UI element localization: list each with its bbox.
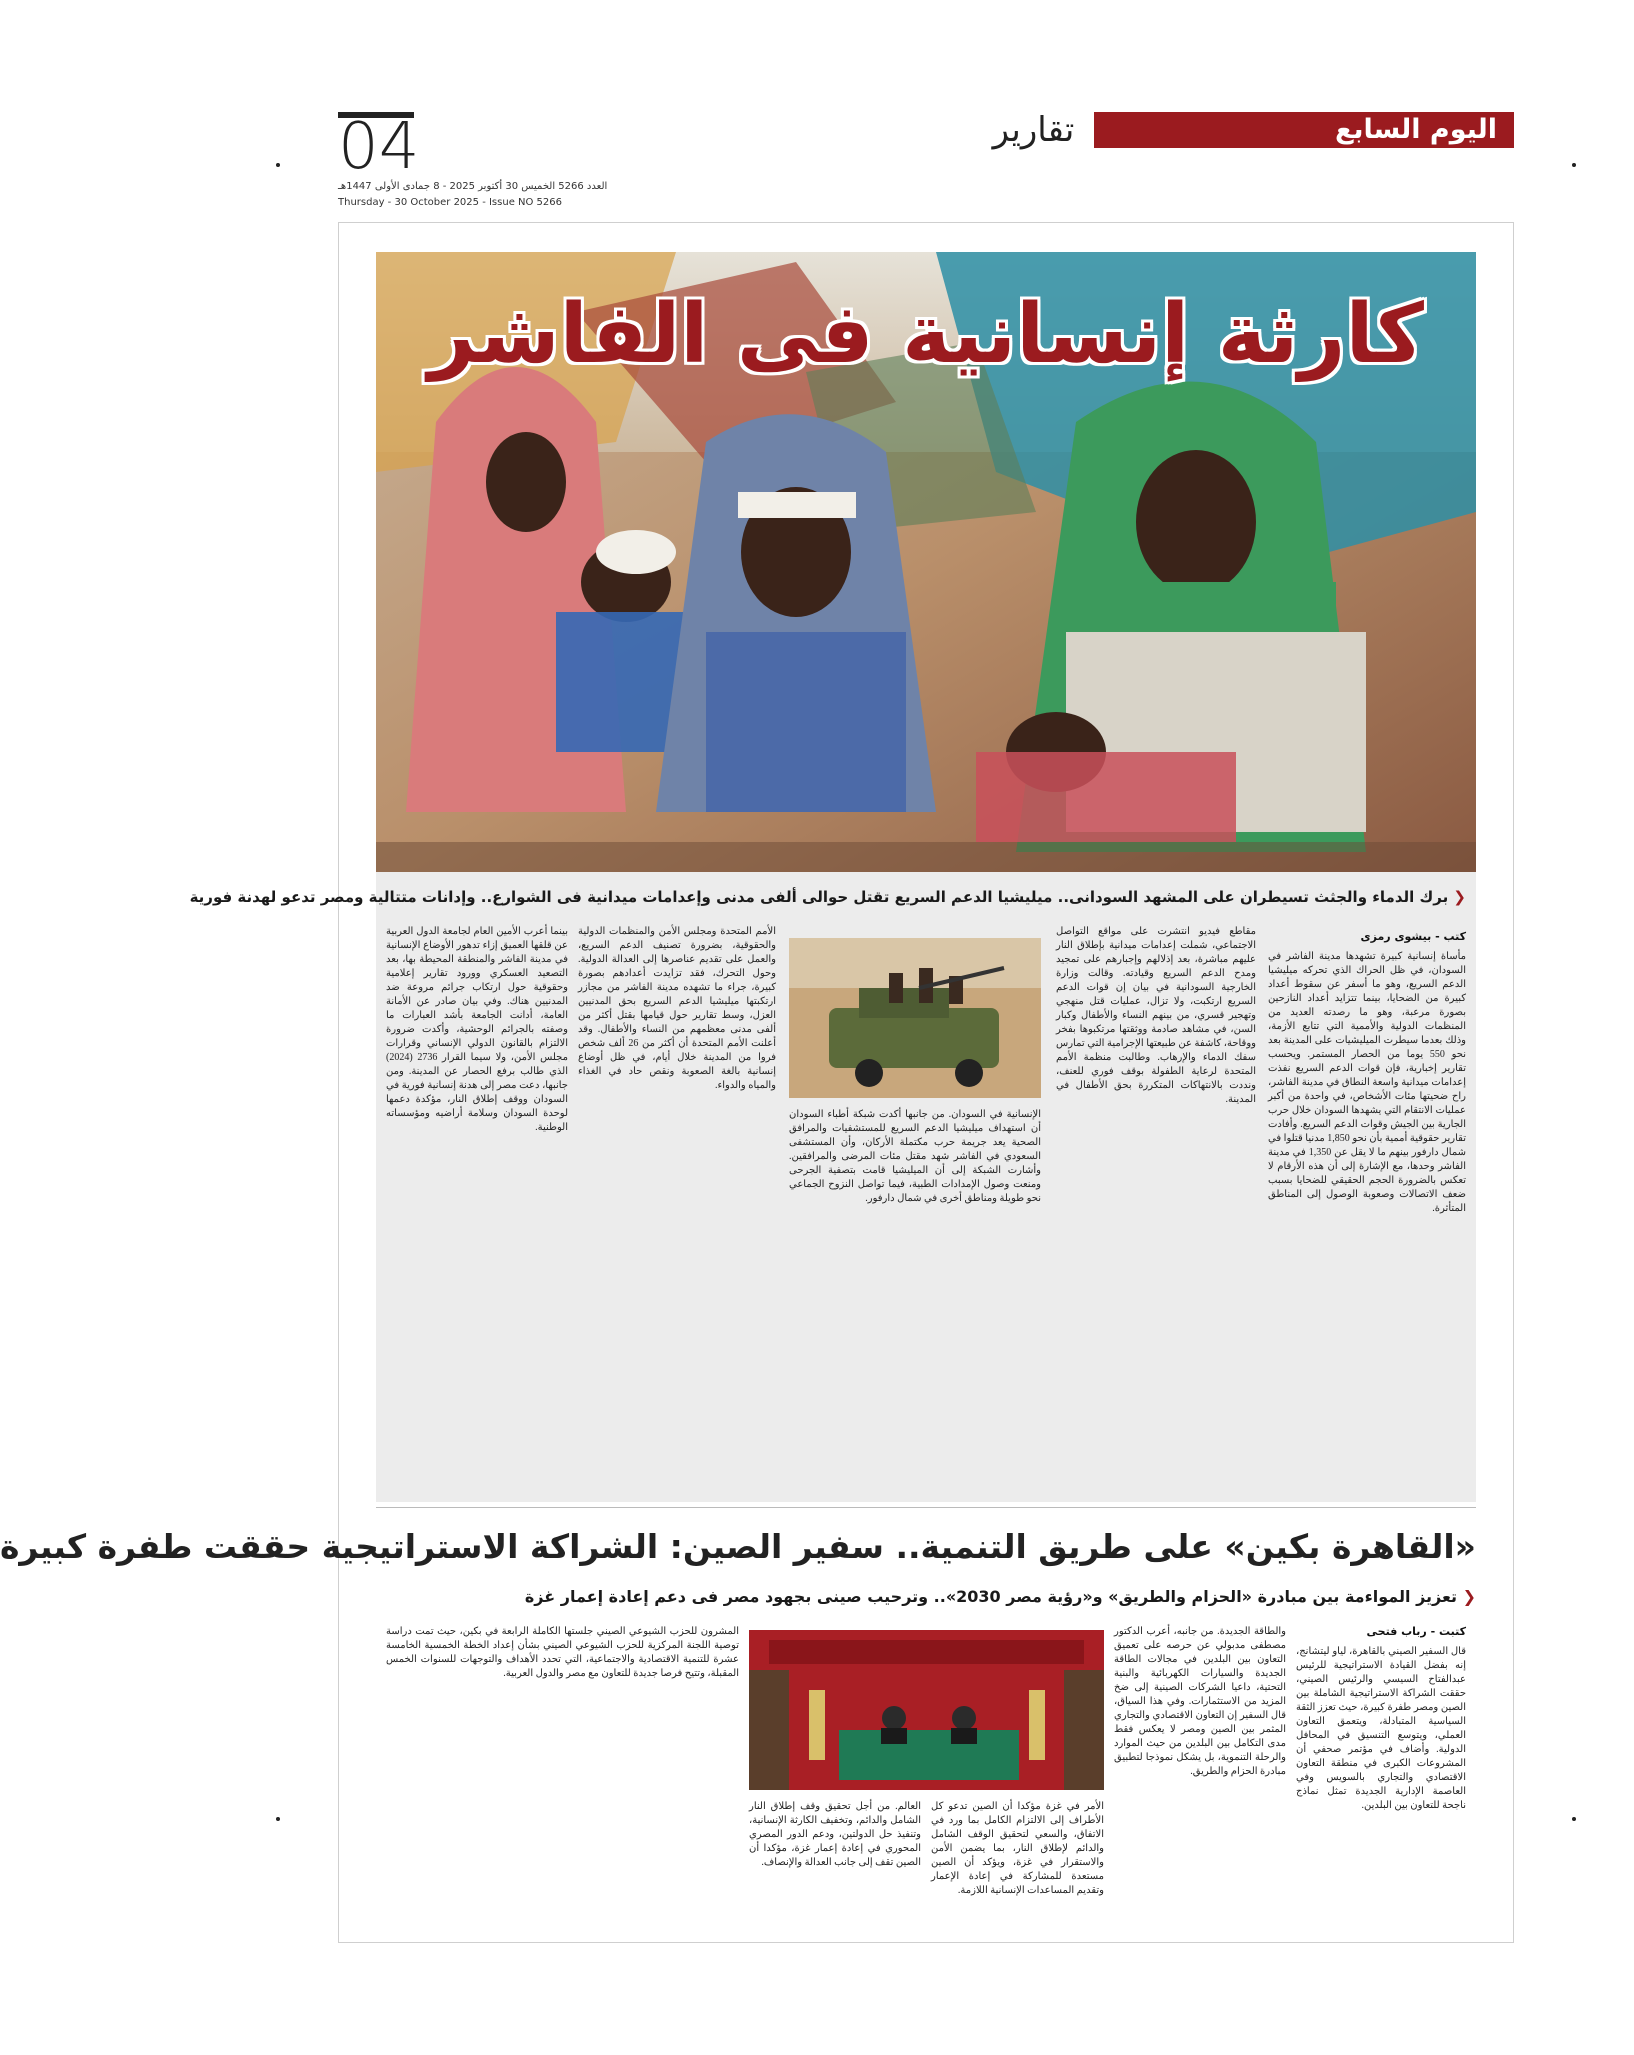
registration-mark <box>276 1817 280 1821</box>
story1-column-3: الإنسانية في السودان. من جانبها أكدت شبكة أطباء السودان أن استهداف ميليشيا الدعم السريع للمستشفيات والمرافق الصحية يعد جريمة حرب مكتملة الأركان، وأن المستشفى السعودي في الفاشر شهد مقتل مئات المرضى والمرافقين. وأشارت الشبكة إلى أن الميليشيا قامت بتصفية الجرحى ومنعت وصول الإمدادات الطبية، فيما تواصل النزوح الجماعي نحو طويلة ومناطق أخرى في شمال دارفور. <box>789 1109 1041 1204</box>
registration-mark <box>276 163 280 167</box>
chevron-left-icon: ❮ <box>1448 888 1466 906</box>
story1-headline: كارثة إنسانية فى الفاشر <box>428 287 1424 382</box>
issue-info-english: Thursday - 30 October 2025 - Issue NO 5266 <box>338 197 562 208</box>
page-number: 04 <box>338 110 420 184</box>
story2-column-3: العالم. من أجل تحقيق وقف إطلاق النار الشامل والدائم، وتخفيف الكارثة الإنسانية، وتنفيذ حل الدولتين، ودعم الدور المصري المحوري في إعادة إعمار غزة، مؤكدا أن الصين تقف إلى جانب العدالة والإنصاف. <box>749 1801 921 1868</box>
story2-photo <box>749 1630 1104 1790</box>
story1-column-5: بينما أعرب الأمين العام لجامعة الدول العربية عن قلقها العميق إزاء تدهور الأوضاع الإنسانية في مدينة الفاشر والمنطقة المحيطة بها، بعد التصعيد العسكري وورود تقارير إعلامية وحقوقية حول ارتكاب جرائم مروعة ضد المدنيين هناك. وفي بيان صادر عن الأمانة العامة، أدانت الجامعة بأشد العبارات ما وصفته بالجرائم الوحشية، وأكدت ضرورة الالتزام بالقانون الدولي الإنساني وقرارات مجلس الأمن، ولا سيما القرار 2736 (2024) الذي طالب برفع الحصار عن المدينة. ومن جانبها، دعت مصر إلى هدنة إنسانية فورية في السودان ووقف إطلاق النار، مؤكدة دعمها لوحدة السودان وسلامة أراضيه ومؤسساته الوطنية. <box>386 926 568 1133</box>
registration-mark <box>1572 1817 1576 1821</box>
story2-column-5: المشرون للحزب الشيوعي الصيني جلستها الكاملة الرابعة في بكين، حيث تمت دراسة توصية اللجنة المركزية للحزب الشيوعي الصيني بشأن إعداد الخطة الخمسية الخامسة عشرة للتنمية الاقتصادية والاجتماعية، التي تحدد الأهداف والتوجهات للسنوات الخمس المقبلة، وتتيح فرصا جديدة للتعاون مع مصر والدول العربية. <box>386 1626 739 1679</box>
story2-headline: «القاهرة بكين» على طريق التنمية.. سفير الصين: الشراكة الاستراتيجية حققت طفرة كبيرة <box>0 1527 1476 1566</box>
story2-byline-text: كتبت - رباب فتحى <box>1366 1625 1466 1638</box>
story1-subheadline <box>189 880 1466 914</box>
story2-column-1: قال السفير الصيني بالقاهرة، لياو ليتشانج، إنه بفضل القيادة الاستراتيجية للرئيس عبدالفتاح السيسي والرئيس الصيني، حققت الشراكة الاستراتيجية الشاملة بين الصين ومصر طفرة كبيرة، حيث تعزز الثقة السياسية المتبادلة، ويتعمق التعاون العملي، ويتوسع التنسيق في المحافل الدولية. وأضاف في مؤتمر صحفي أن المشروعات الكبرى في منطقة التعاون الاقتصادي والتجاري بالسويس وفي العاصمة الإدارية الجديدة تمثل نماذج ناجحة للتعاون بين البلدين. <box>1296 1646 1466 1811</box>
registration-mark <box>1572 163 1576 167</box>
chevron-left-icon: ❮ <box>1457 1587 1476 1606</box>
inset-photo-illustration <box>789 938 1041 1098</box>
issue-info-arabic: العدد 5266 الخميس 30 أكتوبر 2025 - 8 جمادى الأولى 1447هـ <box>338 181 608 192</box>
section-divider <box>376 1507 1476 1508</box>
story2-subheadline-text: تعزيز المواءمة بين مبادرة «الحزام والطريق» و«رؤية مصر 2030».. وترحيب صينى بجهود مصر فى دعم إعادة إعمار غزة <box>524 1587 1458 1606</box>
story1-subheadline-text: برك الدماء والجثث تسيطران على المشهد السودانى.. ميليشيا الدعم السريع تقتل حوالى ألفى مدنى وإعدامات ميدانية فى الشوارع.. وإدانات متتالية ومصر تدعو لهدنة فورية <box>189 888 1449 906</box>
story1-byline-text: كتب - بيشوى رمزى <box>1360 930 1466 943</box>
section-label: تقارير <box>992 110 1075 150</box>
brand-logo: اليوم السابع <box>1334 114 1498 145</box>
story2-column-2: والطاقة الجديدة. من جانبه، أعرب الدكتور مصطفى مدبولي عن حرصه على تعميق التعاون بين البلدين في مجالات الطاقة الجديدة والسيارات الكهربائية والبنية التحتية، داعيا الشركات الصينية إلى ضخ المزيد من الاستثمارات. وفي هذا السياق، قال السفير إن التعاون الاقتصادي والتجاري المثمر بين الصين ومصر لا يعكس فقط مدى التكامل بين البلدين من حيث الموارد والرحلة التنموية، بل يشكل نموذجا لتطبيق مبادرة الحزام والطريق. <box>1114 1626 1286 1777</box>
story2-subheadline <box>376 1582 1476 1612</box>
inset-photo <box>789 938 1041 1098</box>
story1-column-4: الأمم المتحدة ومجلس الأمن والمنظمات الدولية والحقوقية، بضرورة تصنيف الدعم السريع، والعمل على تقديم عناصرها إلى العدالة الدولية. وحول التحرك، فقد تزايدت أعدادهم بصورة كبيرة، جراء ما تشهده مدينة الفاشر من مجازر ارتكبتها ميليشيا الدعم السريع بحق المدنيين العزل، وسط تقارير حول قيامها بقتل أكثر من ألفى مدنى معظمهم من النساء والأطفال. وقد أعلنت الأمم المتحدة أن أكثر من 26 ألف شخص فروا من المدينة خلال أيام، في ظل أوضاع إنسانية بالغة الصعوبة ونقص حاد في الغذاء والمياه والدواء. <box>578 926 776 1091</box>
story2-column-4: الأمر في غزة مؤكدا أن الصين تدعو كل الأطراف إلى الالتزام الكامل بما ورد في الاتفاق، والسعي لتحقيق الوقف الشامل والدائم لإطلاق النار، بما يضمن الأمن والاستقرار في غزة، ويؤكد أن الصين مستعدة للمشاركة في إعادة الإعمار وتقديم المساعدات الإنسانية اللازمة. <box>931 1801 1104 1896</box>
story1-column-1: مأساة إنسانية كبيرة تشهدها مدينة الفاشر في السودان، في ظل الحراك الذي تحركه ميليشيا الدعم السريع، وهو ما أسفر عن سقوط أعداد كبيرة من الضحايا، بينما تتزايد أعداد النازحين بصورة مرعبة، وهو ما رصدته العديد من المنظمات الدولية والأممية التي تتابع الأزمة، وذلك بعدما سيطرت الميليشيات على المدينة بعد نحو 550 يوما من الحصار المستمر. ويحسب تقارير إخبارية، فإن قوات الدعم السريع نفذت إعدامات ميدانية واسعة النطاق في مدينة الفاشر، راح ضحيتها مئات الأشخاص، في واحدة من أكبر عمليات الانتقام التي يشهدها السودان خلال حرب الجارية بين الجيش وقوات الدعم السريع. وأفادت تقارير حقوقية أممية بأن نحو 1,850 مدنيا قتلوا في شمال دارفور بينهم ما لا يقل عن 1,350 في مدينة الفاشر وحدها، مع الإشارة إلى أن هذه الأرقام لا تعكس بالضرورة الحجم الحقيقي للضحايا بسبب ضعف الاتصالات وصعوبة الوصول إلى المناطق المتأثرة. <box>1268 951 1466 1214</box>
story2-byline <box>1296 1620 1466 1640</box>
story1-byline <box>1286 925 1466 945</box>
story1-column-2: مقاطع فيديو انتشرت على مواقع التواصل الاجتماعي، شملت إعدامات ميدانية بإطلاق النار عليهم مباشرة، بعد إذلالهم وإجبارهم على تمجيد ومدح الدعم السريع وقيادته. وقالت وزارة الخارجية السودانية في بيان إن قوات الدعم السريع ارتكبت، ولا تزال، عمليات قتل منهجي وتهجير قسري، من بينهم النساء والأطفال وكبار السن، في مشاهد صادمة ووثقتها مرتكبوها بفخر ووقاحة، كاشفة عن طبيعتها الإجرامية التي تمارس سفك الدماء والإرهاب. وطالبت منظمة الأمم المتحدة لرعاية الطفولة بوقف فوري للعنف، ونددت بالانتهاكات المتكررة بحق الأطفال في المدينة. <box>1056 926 1256 1105</box>
press-conference-photo <box>749 1630 1104 1790</box>
